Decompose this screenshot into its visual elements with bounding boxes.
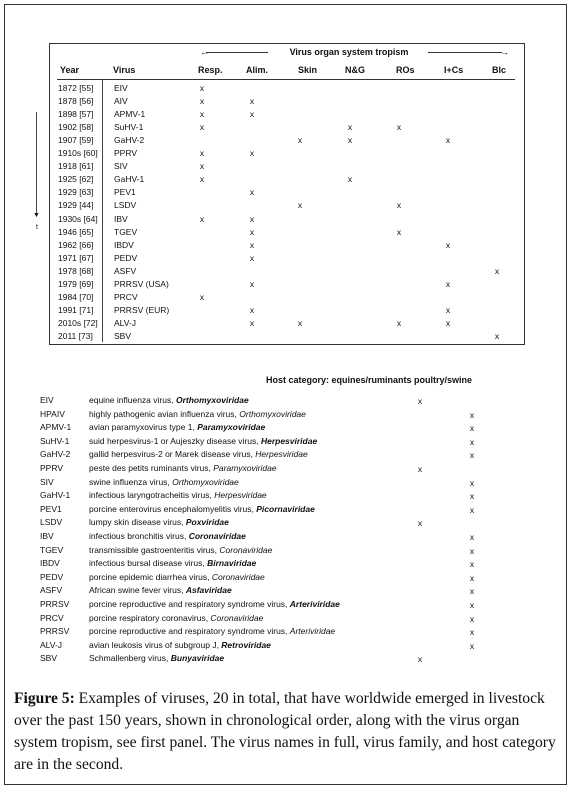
year-cell: 1962 [66] bbox=[58, 239, 94, 250]
tropism-mark: x bbox=[396, 317, 402, 328]
virus-family: Herpesviridae bbox=[214, 490, 267, 501]
virus-cell: ALV-J bbox=[114, 317, 137, 328]
virus-full-name: infectious bronchitis virus, bbox=[89, 531, 189, 541]
column-header: Resp. bbox=[198, 65, 223, 75]
year-cell: 2011 [73] bbox=[58, 330, 93, 341]
virus-family: Asfaviridae bbox=[185, 585, 232, 596]
tropism-mark: x bbox=[445, 135, 451, 146]
tropism-mark: x bbox=[199, 291, 205, 302]
year-cell: 1930s [64] bbox=[58, 213, 98, 224]
tropism-mark: x bbox=[445, 278, 451, 289]
tropism-mark: x bbox=[199, 161, 205, 172]
tropism-mark: x bbox=[396, 200, 402, 211]
legend-abbr: PRCV bbox=[40, 612, 64, 623]
legend-abbr: GaHV-2 bbox=[40, 449, 71, 460]
year-cell: 1991 [71] bbox=[58, 304, 94, 315]
right-arrow-icon: → bbox=[500, 47, 509, 57]
virus-cell: GaHV-2 bbox=[114, 135, 145, 146]
host-mark: x bbox=[469, 436, 475, 447]
host-mark: x bbox=[469, 532, 475, 542]
legend-name bbox=[89, 639, 271, 651]
legend-name bbox=[89, 652, 224, 664]
virus-family: Orthomyxoviridae bbox=[172, 476, 239, 487]
virus-cell: SIV bbox=[114, 161, 128, 172]
virus-full-name: infectious bursal disease virus, bbox=[89, 558, 208, 569]
host-mark: x bbox=[417, 396, 423, 406]
tropism-mark: x bbox=[249, 239, 255, 250]
virus-cell: PRRSV (EUR) bbox=[114, 304, 170, 315]
virus-cell: PEDV bbox=[114, 252, 138, 263]
legend-name bbox=[89, 612, 263, 624]
column-header: Skin bbox=[298, 65, 318, 75]
year-cell: 1910s [60] bbox=[58, 148, 98, 159]
tropism-mark: x bbox=[445, 304, 451, 315]
legend-name bbox=[89, 557, 256, 569]
legend-abbr: PRRSV bbox=[40, 626, 70, 637]
tropism-mark: x bbox=[494, 265, 500, 276]
virus-cell: TGEV bbox=[114, 226, 138, 237]
year-cell: 2010s [72] bbox=[58, 317, 98, 328]
year-cell: 1907 [59] bbox=[58, 135, 94, 146]
virus-cell: PRCV bbox=[114, 291, 138, 302]
virus-cell: SuHV-1 bbox=[114, 122, 144, 133]
virus-family: Bunyaviridae bbox=[170, 653, 225, 664]
host-mark: x bbox=[469, 640, 475, 651]
tropism-rule-left bbox=[206, 52, 268, 53]
virus-cell: EIV bbox=[114, 83, 128, 93]
tropism-mark: x bbox=[297, 317, 303, 328]
legend-name bbox=[89, 421, 265, 433]
virus-full-name: lumpy skin disease virus, bbox=[89, 517, 186, 528]
legend-abbr: TGEV bbox=[40, 544, 64, 555]
tropism-mark: x bbox=[445, 317, 451, 328]
figure-caption bbox=[14, 688, 560, 776]
virus-family: Herpesviridae bbox=[255, 449, 308, 460]
legend-abbr: EIV bbox=[40, 395, 54, 405]
virus-cell: SBV bbox=[114, 330, 132, 341]
legend-abbr: SBV bbox=[40, 653, 58, 664]
legend-name bbox=[89, 462, 277, 474]
host-mark: x bbox=[469, 409, 475, 420]
year-cell: 1929 [44] bbox=[58, 200, 94, 211]
column-header: N&G bbox=[345, 65, 365, 75]
column-header: Alim. bbox=[246, 65, 269, 75]
virus-cell: LSDV bbox=[114, 200, 137, 211]
virus-family: Retroviridae bbox=[221, 639, 271, 650]
legend-abbr: HPAIV bbox=[40, 408, 65, 419]
legend-abbr: IBDV bbox=[40, 558, 60, 569]
virus-full-name: transmissible gastroenteritis virus, bbox=[89, 544, 220, 555]
virus-family: Picornaviridae bbox=[256, 503, 315, 514]
virus-full-name: porcine reproductive and respiratory syndrome virus, bbox=[89, 626, 290, 637]
year-cell: 1984 [70] bbox=[58, 291, 94, 302]
host-mark: x bbox=[469, 504, 475, 515]
tropism-mark: x bbox=[199, 109, 205, 120]
virus-full-name: Schmallenberg virus, bbox=[89, 653, 171, 664]
column-header: Year bbox=[60, 65, 80, 75]
legend-name bbox=[89, 598, 340, 610]
tropism-mark: x bbox=[494, 330, 500, 341]
tropism-mark: x bbox=[445, 239, 451, 250]
host-mark: x bbox=[469, 423, 475, 434]
tropism-mark: x bbox=[249, 96, 255, 107]
virus-cell: IBV bbox=[114, 213, 128, 224]
tropism-mark: x bbox=[396, 122, 402, 133]
column-header: I+Cs bbox=[444, 65, 464, 75]
legend-name bbox=[89, 435, 317, 447]
legend-name bbox=[89, 544, 272, 556]
host-mark: x bbox=[469, 572, 475, 583]
virus-full-name: porcine reproductive and respiratory syndrome virus, bbox=[89, 599, 290, 609]
time-label: t bbox=[36, 224, 38, 231]
virus-full-name: peste des petits ruminants virus, bbox=[89, 463, 214, 473]
tropism-mark: x bbox=[396, 226, 402, 237]
tropism-mark: x bbox=[199, 148, 205, 159]
tropism-mark: x bbox=[249, 278, 255, 289]
tropism-mark: x bbox=[199, 96, 205, 107]
virus-full-name: porcine epidemic diarrhea virus, bbox=[89, 571, 212, 582]
tropism-mark: x bbox=[297, 200, 303, 211]
year-cell: 1902 [58] bbox=[58, 122, 94, 133]
tropism-header bbox=[196, 46, 516, 60]
host-mark: x bbox=[469, 491, 475, 502]
virus-full-name: avian paramyxovirus type 1, bbox=[89, 422, 198, 433]
virus-family: Paramyxoviridae bbox=[213, 463, 277, 473]
host-mark: x bbox=[469, 477, 475, 488]
tropism-mark: x bbox=[249, 317, 255, 328]
year-cell: 1878 [56] bbox=[58, 96, 94, 107]
legend-abbr: PEV1 bbox=[40, 503, 62, 514]
virus-cell: PPRV bbox=[114, 148, 137, 159]
host-mark: x bbox=[469, 545, 475, 556]
header-rule bbox=[57, 79, 515, 80]
legend-abbr: GaHV-1 bbox=[40, 490, 71, 501]
host-mark: x bbox=[469, 450, 475, 461]
legend-name bbox=[89, 448, 308, 460]
virus-family: Poxviridae bbox=[185, 517, 229, 528]
legend-abbr: APMV-1 bbox=[40, 422, 72, 433]
virus-full-name: gallid herpesvirus-2 or Marek disease virus, bbox=[89, 449, 256, 460]
virus-family: Paramyxoviridae bbox=[197, 422, 266, 433]
legend-name bbox=[89, 516, 229, 528]
legend-name bbox=[89, 571, 265, 583]
virus-cell: PRRSV (USA) bbox=[114, 278, 169, 289]
year-cell: 1872 [55] bbox=[58, 83, 94, 93]
host-category-title: Host category: equines/ruminants poultry/swine bbox=[266, 375, 473, 385]
tropism-mark: x bbox=[347, 174, 353, 185]
legend-abbr: PEDV bbox=[40, 571, 64, 582]
tropism-mark: x bbox=[249, 226, 255, 237]
year-cell: 1979 [69] bbox=[58, 278, 94, 289]
virus-full-name: suid herpesvirus-1 or Aujeszky disease virus, bbox=[89, 435, 261, 446]
virus-family: Arteriviridae bbox=[289, 626, 336, 637]
tropism-mark: x bbox=[249, 148, 255, 159]
virus-cell: APMV-1 bbox=[114, 109, 146, 120]
year-cell: 1918 [61] bbox=[58, 161, 94, 172]
virus-full-name: swine influenza virus, bbox=[89, 476, 173, 487]
caption-text: Examples of viruses, 20 in total, that have worldwide emerged in livestock over the past 150 years, shown in chronological order, along with the virus organ system tropism, see first panel. The virus names in full, virus family, and host category are in the second. bbox=[14, 690, 556, 773]
legend-abbr: ASFV bbox=[40, 585, 63, 596]
virus-full-name: African swine fever virus, bbox=[89, 585, 186, 596]
virus-family: Orthomyxoviridae bbox=[175, 395, 249, 405]
tropism-mark: x bbox=[347, 135, 353, 146]
year-cell: 1898 [57] bbox=[58, 109, 94, 120]
tropism-mark: x bbox=[297, 135, 303, 146]
column-header: Virus bbox=[113, 65, 136, 75]
virus-full-name: equine influenza virus, bbox=[89, 395, 176, 405]
virus-family: Coronaviridae bbox=[210, 612, 264, 623]
virus-full-name: avian leukosis virus of subgroup J, bbox=[89, 639, 222, 650]
legend-abbr: SuHV-1 bbox=[40, 435, 70, 446]
year-cell: 1978 [68] bbox=[58, 265, 94, 276]
virus-full-name: highly pathogenic avian influenza virus, bbox=[89, 408, 240, 419]
column-header: Blc bbox=[492, 65, 507, 75]
legend-name bbox=[89, 476, 239, 488]
column-divider bbox=[102, 80, 103, 342]
virus-full-name: porcine enterovirus encephalomyelitis virus, bbox=[89, 503, 257, 514]
host-mark: x bbox=[469, 627, 475, 638]
legend-name bbox=[89, 625, 335, 637]
legend-name bbox=[89, 503, 315, 515]
tropism-mark: x bbox=[199, 83, 205, 93]
host-mark: x bbox=[469, 586, 475, 597]
legend-abbr: LSDV bbox=[40, 517, 63, 528]
host-mark: x bbox=[469, 613, 475, 624]
virus-cell: IBDV bbox=[114, 239, 134, 250]
legend-abbr: IBV bbox=[40, 531, 54, 541]
host-mark: x bbox=[417, 518, 423, 529]
host-mark: x bbox=[417, 464, 423, 474]
host-mark: x bbox=[469, 600, 475, 610]
virus-family: Coronaviridae bbox=[211, 571, 265, 582]
virus-family: Orthomyxoviridae bbox=[239, 408, 306, 419]
tropism-mark: x bbox=[249, 213, 255, 224]
virus-full-name: porcine respiratory coronavirus, bbox=[89, 612, 211, 623]
legend-name bbox=[89, 408, 306, 420]
legend-name bbox=[89, 530, 246, 542]
tropism-mark: x bbox=[199, 174, 205, 185]
legend-name bbox=[89, 489, 267, 501]
legend-abbr: PRRSV bbox=[40, 599, 70, 609]
tropism-mark: x bbox=[249, 187, 255, 198]
year-cell: 1929 [63] bbox=[58, 187, 94, 198]
virus-full-name: infectious laryngotracheitis virus, bbox=[89, 490, 215, 501]
tropism-mark: x bbox=[249, 252, 255, 263]
virus-family: Coronaviridae bbox=[188, 531, 246, 541]
column-header: ROs bbox=[396, 65, 415, 75]
tropism-mark: x bbox=[347, 122, 353, 133]
virus-family: Arteriviridae bbox=[289, 599, 340, 609]
host-mark: x bbox=[469, 559, 475, 570]
tropism-rule-right bbox=[428, 52, 502, 53]
legend-abbr: ALV-J bbox=[40, 639, 63, 650]
virus-family: Birnaviridae bbox=[207, 558, 257, 569]
legend-abbr: PPRV bbox=[40, 463, 63, 473]
tropism-mark: x bbox=[249, 109, 255, 120]
tropism-mark: x bbox=[249, 304, 255, 315]
host-mark: x bbox=[417, 654, 423, 665]
virus-family: Herpesviridae bbox=[260, 435, 318, 446]
time-arrow bbox=[36, 112, 37, 216]
left-arrow-icon: ← bbox=[200, 47, 209, 57]
down-arrow-icon: ▼ bbox=[33, 212, 40, 219]
virus-cell: ASFV bbox=[114, 265, 137, 276]
caption-label: Figure 5: bbox=[14, 690, 75, 707]
tropism-mark: x bbox=[199, 122, 205, 133]
year-cell: 1946 [65] bbox=[58, 226, 94, 237]
virus-cell: PEV1 bbox=[114, 187, 136, 198]
virus-cell: GaHV-1 bbox=[114, 174, 145, 185]
virus-cell: AIV bbox=[114, 96, 128, 107]
tropism-title: Virus organ system tropism bbox=[289, 47, 409, 57]
virus-family: Coronaviridae bbox=[219, 544, 273, 555]
legend-name bbox=[89, 394, 249, 406]
year-cell: 1971 [67] bbox=[58, 252, 94, 263]
tropism-mark: x bbox=[199, 213, 205, 224]
legend-name bbox=[89, 584, 232, 596]
legend-abbr: SIV bbox=[40, 476, 54, 487]
year-cell: 1925 [62] bbox=[58, 174, 94, 185]
